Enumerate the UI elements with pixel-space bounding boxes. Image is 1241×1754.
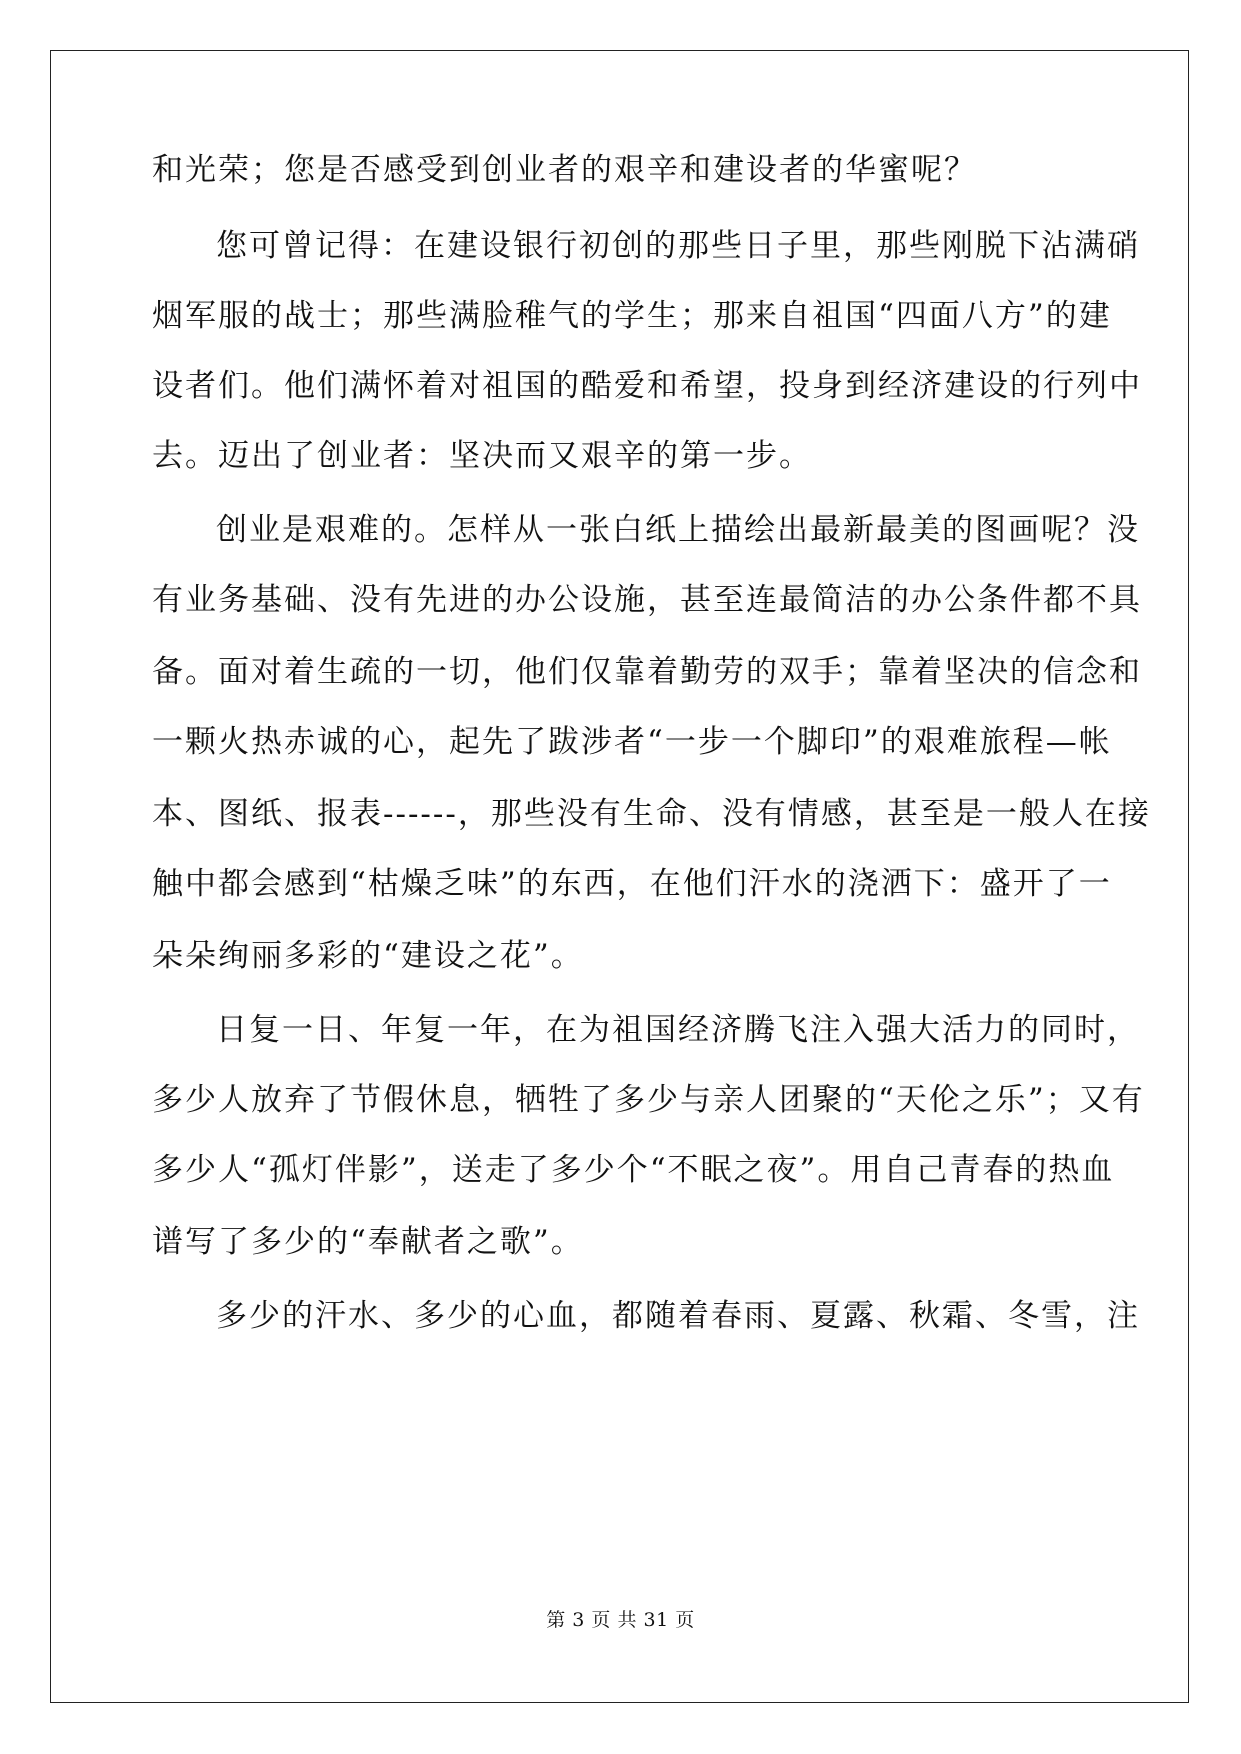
text-line: 多少的汗水、多少的心血，都随着春雨、夏露、秋霜、冬雪，注 (216, 1298, 1140, 1334)
text-line: 朵朵绚丽多彩的“建设之花”。 (152, 938, 584, 974)
text-line: 设者们。他们满怀着对祖国的酷爱和希望，投身到经济建设的行列中 (152, 368, 1142, 404)
text-line: 触中都会感到“枯燥乏味”的东西，在他们汗水的浇洒下：盛开了一 (152, 866, 1112, 902)
text-line: 烟军服的战士；那些满脸稚气的学生；那来自祖国“四面八方”的建 (152, 298, 1112, 334)
page-number: 第 3 页 共 31 页 (546, 1609, 695, 1631)
text-line: 备。面对着生疏的一切，他们仅靠着勤劳的双手；靠着坚决的信念和 (152, 654, 1142, 690)
text-line: 本、图纸、报表------，那些没有生命、没有情感，甚至是一般人在接 (152, 796, 1151, 832)
text-line: 日复一日、年复一年，在为祖国经济腾飞注入强大活力的同时， (216, 1012, 1140, 1048)
text-line: 多少人“孤灯伴影”，送走了多少个“不眠之夜”。用自己青春的热血 (152, 1152, 1115, 1188)
text-line: 一颗火热赤诚的心，起先了跋涉者“一步一个脚印”的艰难旅程—帐 (152, 724, 1112, 760)
text-line: 和光荣；您是否感受到创业者的艰辛和建设者的华蜜呢？ (152, 152, 977, 188)
text-line: 创业是艰难的。怎样从一张白纸上描绘出最新最美的图画呢？没 (216, 512, 1140, 548)
text-line: 谱写了多少的“奉献者之歌”。 (152, 1224, 584, 1260)
text-line: 去。迈出了创业者：坚决而又艰辛的第一步。 (152, 438, 812, 474)
text-line: 多少人放弃了节假休息，牺牲了多少与亲人团聚的“天伦之乐”；又有 (152, 1082, 1145, 1118)
text-line: 您可曾记得：在建设银行初创的那些日子里，那些刚脱下沾满硝 (216, 228, 1140, 264)
text-line: 有业务基础、没有先进的办公设施，甚至连最简洁的办公条件都不具 (152, 582, 1142, 618)
